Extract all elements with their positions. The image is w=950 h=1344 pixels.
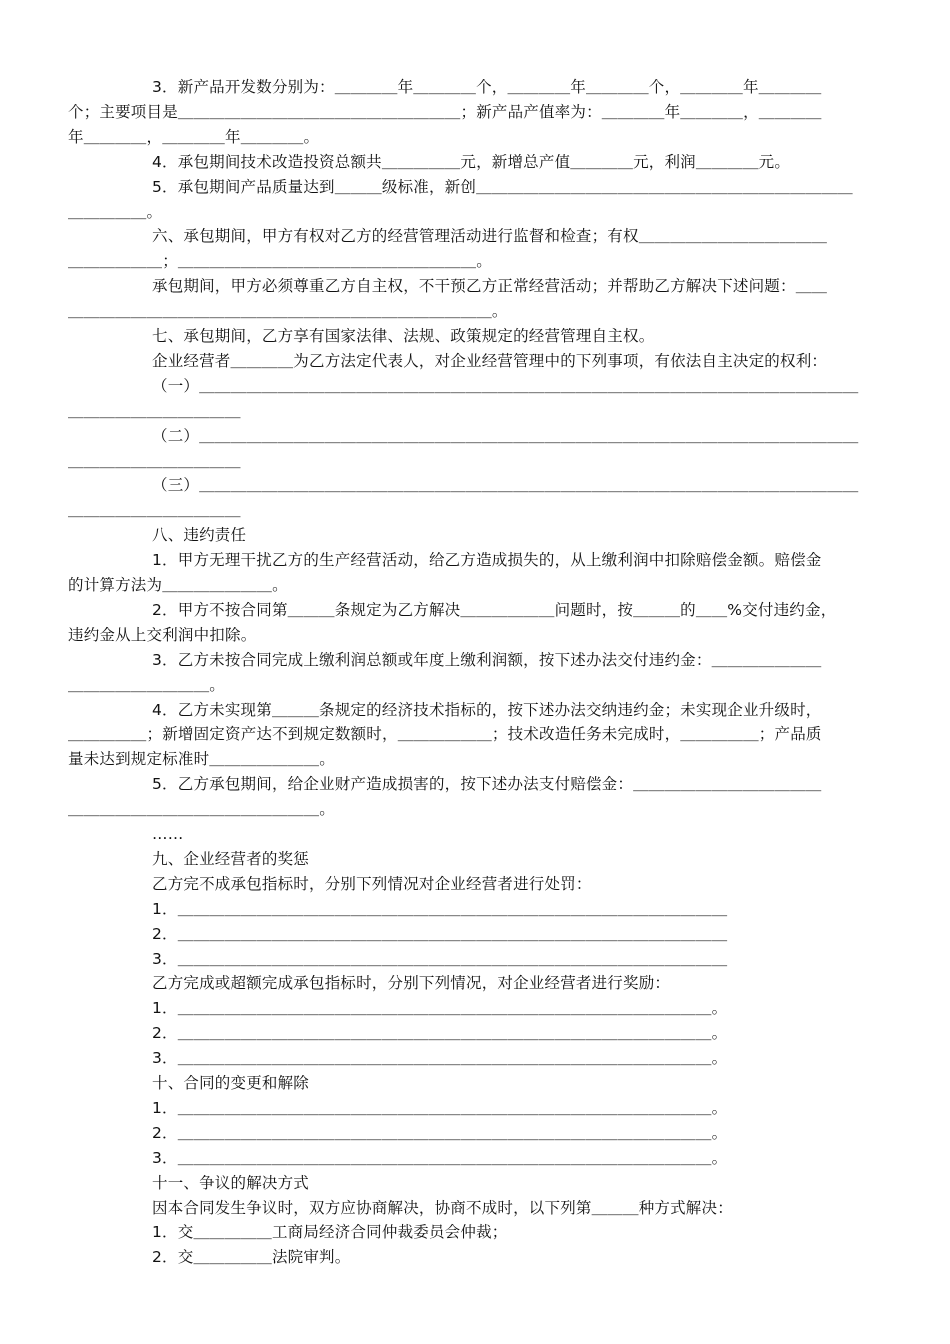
text-line: 2．＿＿＿＿＿＿＿＿＿＿＿＿＿＿＿＿＿＿＿＿＿＿＿＿＿＿＿＿＿＿＿＿＿＿。 — [152, 1123, 728, 1142]
text-line: 1．＿＿＿＿＿＿＿＿＿＿＿＿＿＿＿＿＿＿＿＿＿＿＿＿＿＿＿＿＿＿＿＿＿＿＿ — [152, 899, 728, 918]
text-line: 1．甲方无理干扰乙方的生产经营活动，给乙方造成损失的，从上缴利润中扣除赔偿金额。赔偿金 — [152, 551, 822, 570]
text-line: 2．交＿＿＿＿＿法院审判。 — [152, 1248, 351, 1267]
text-line: （一）＿＿＿＿＿＿＿＿＿＿＿＿＿＿＿＿＿＿＿＿＿＿＿＿＿＿＿＿＿＿＿＿＿＿＿＿＿＿＿＿＿＿ — [152, 376, 859, 395]
text-line: ＿＿＿＿＿；新增固定资产达不到规定数额时，＿＿＿＿＿＿；技术改造任务未完成时，＿＿＿＿＿；产品质 — [68, 725, 822, 744]
text-line: 年＿＿＿＿，＿＿＿＿年＿＿＿＿。 — [68, 127, 320, 146]
text-line: 1．＿＿＿＿＿＿＿＿＿＿＿＿＿＿＿＿＿＿＿＿＿＿＿＿＿＿＿＿＿＿＿＿＿＿。 — [152, 1098, 728, 1117]
text-line: ＿＿＿＿＿＿＿＿＿＿＿＿＿＿＿＿。 — [68, 800, 335, 819]
text-line: 3．新产品开发数分别为：＿＿＿＿年＿＿＿＿个，＿＿＿＿年＿＿＿＿个，＿＿＿＿年＿＿＿＿ — [152, 78, 822, 96]
text-line: 3．乙方未按合同完成上缴利润总额或年度上缴利润额，按下述办法交付违约金：＿＿＿＿＿＿＿ — [152, 650, 822, 669]
text-line: 5．承包期间产品质量达到＿＿＿级标准，新创＿＿＿＿＿＿＿＿＿＿＿＿＿＿＿＿＿＿＿＿＿＿＿＿ — [152, 177, 853, 196]
text-line: ＿＿＿＿＿＿＿＿＿＿＿ — [68, 451, 241, 470]
text-line: 1．＿＿＿＿＿＿＿＿＿＿＿＿＿＿＿＿＿＿＿＿＿＿＿＿＿＿＿＿＿＿＿＿＿＿。 — [152, 999, 728, 1018]
text-line: 量未达到规定标准时＿＿＿＿＿＿＿。 — [68, 750, 335, 769]
text-line: …… — [152, 825, 184, 843]
text-line: 5．乙方承包期间，给企业财产造成损害的，按下述办法支付赔偿金：＿＿＿＿＿＿＿＿＿＿＿＿ — [152, 775, 822, 794]
text-line: 4．承包期间技术改造投资总额共＿＿＿＿＿元，新增总产值＿＿＿＿元，利润＿＿＿＿元。 — [152, 152, 791, 171]
text-line: 2．＿＿＿＿＿＿＿＿＿＿＿＿＿＿＿＿＿＿＿＿＿＿＿＿＿＿＿＿＿＿＿＿＿＿＿ — [152, 924, 728, 943]
text-line: 3．＿＿＿＿＿＿＿＿＿＿＿＿＿＿＿＿＿＿＿＿＿＿＿＿＿＿＿＿＿＿＿＿＿＿。 — [152, 1049, 728, 1068]
text-line: 企业经营者＿＿＿＿为乙方法定代表人，对企业经营管理中的下列事项，有依法自主决定的权利： — [152, 351, 828, 370]
text-line: 2．＿＿＿＿＿＿＿＿＿＿＿＿＿＿＿＿＿＿＿＿＿＿＿＿＿＿＿＿＿＿＿＿＿＿。 — [152, 1024, 728, 1043]
text-line: 2．甲方不按合同第＿＿＿条规定为乙方解决＿＿＿＿＿＿问题时，按＿＿＿的＿＿%交付违约金， — [152, 600, 837, 619]
text-line: ＿＿＿＿＿＿＿＿＿。 — [68, 675, 226, 694]
text-line: ＿＿＿＿＿。 — [68, 202, 163, 221]
text-line: 六、承包期间，甲方有权对乙方的经营管理活动进行监督和检查；有权＿＿＿＿＿＿＿＿＿＿＿＿ — [152, 227, 828, 246]
text-line: 因本合同发生争议时，双方应协商解决，协商不成时，以下列第＿＿＿种方式解决： — [152, 1198, 733, 1217]
text-line: 1．交＿＿＿＿＿工商局经济合同仲裁委员会仲裁； — [152, 1223, 508, 1242]
text-line: ＿＿＿＿＿＿＿＿＿＿＿＿＿＿＿＿＿＿＿＿＿＿＿＿＿＿＿。 — [68, 302, 508, 321]
text-line: 3．＿＿＿＿＿＿＿＿＿＿＿＿＿＿＿＿＿＿＿＿＿＿＿＿＿＿＿＿＿＿＿＿＿＿＿ — [152, 949, 728, 968]
text-line: 的计算方法为＿＿＿＿＿＿＿。 — [68, 576, 288, 594]
text-line: ＿＿＿＿＿＿＿＿＿＿＿ — [68, 401, 241, 420]
text-line: 违约金从上交利润中扣除。 — [68, 625, 257, 644]
text-line: 承包期间，甲方必须尊重乙方自主权，不干预乙方正常经营活动；并帮助乙方解决下述问题：＿＿ — [152, 277, 828, 296]
text-line: 乙方完不成承包指标时，分别下列情况对企业经营者进行处罚： — [152, 874, 592, 893]
text-line: 3．＿＿＿＿＿＿＿＿＿＿＿＿＿＿＿＿＿＿＿＿＿＿＿＿＿＿＿＿＿＿＿＿＿＿。 — [152, 1148, 728, 1167]
text-line: 八、违约责任 — [152, 526, 247, 545]
text-line: 乙方完成或超额完成承包指标时，分别下列情况，对企业经营者进行奖励： — [152, 974, 671, 993]
text-line: （二）＿＿＿＿＿＿＿＿＿＿＿＿＿＿＿＿＿＿＿＿＿＿＿＿＿＿＿＿＿＿＿＿＿＿＿＿＿＿＿＿＿＿ — [152, 426, 859, 445]
text-line: ＿＿＿＿＿＿＿＿＿＿＿ — [68, 501, 241, 520]
text-line: 七、承包期间，乙方享有国家法律、法规、政策规定的经营管理自主权。 — [152, 327, 655, 345]
text-line: 十一、争议的解决方式 — [152, 1173, 310, 1192]
text-line: 个；主要项目是＿＿＿＿＿＿＿＿＿＿＿＿＿＿＿＿＿＿；新产品产值率为：＿＿＿＿年＿＿＿＿，＿＿＿＿ — [68, 102, 822, 121]
text-line: （三）＿＿＿＿＿＿＿＿＿＿＿＿＿＿＿＿＿＿＿＿＿＿＿＿＿＿＿＿＿＿＿＿＿＿＿＿＿＿＿＿＿＿ — [152, 476, 859, 495]
text-line: 4．乙方未实现第＿＿＿条规定的经济技术指标的，按下述办法交纳违约金；未实现企业升级时， — [152, 700, 822, 719]
text-line: 十、合同的变更和解除 — [152, 1074, 310, 1092]
text-line: ＿＿＿＿＿＿；＿＿＿＿＿＿＿＿＿＿＿＿＿＿＿＿＿＿＿。 — [68, 252, 492, 271]
text-line: 九、企业经营者的奖惩 — [152, 849, 310, 868]
